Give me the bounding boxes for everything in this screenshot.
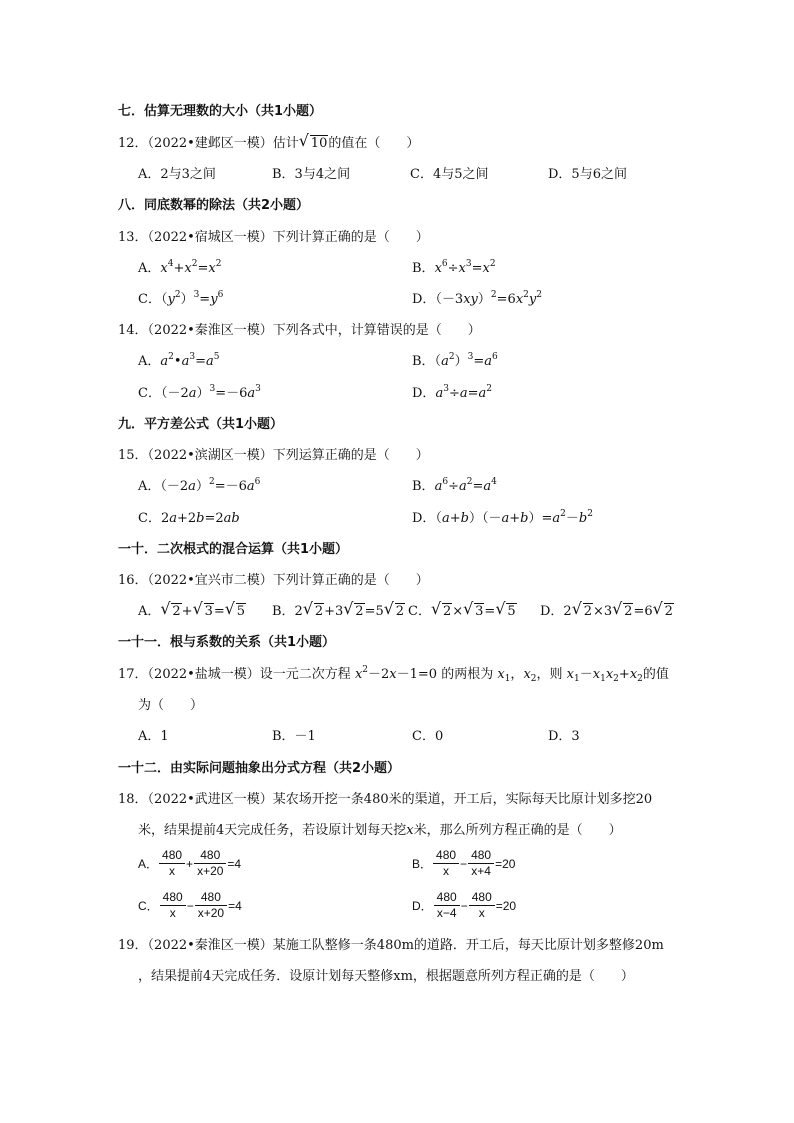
- q15-option-c: C．2a+2b=2ab: [138, 511, 240, 526]
- q16-option-c: C． √ 2× √ 3= √ 5: [408, 599, 516, 619]
- section-title-8: 八．同底数幂的除法（共2小题）: [118, 198, 310, 213]
- q17-option-c: C．0: [412, 729, 444, 744]
- q15-option-a: A．$(-2a)^2=-6a^6$: [138, 477, 261, 494]
- question-12-text: 12．（2022•建邺区一模）估计: [118, 136, 299, 151]
- q15-option-b: B．$a^6\div a^2=a^4$: [412, 477, 497, 494]
- section-title-7: 七．估算无理数的大小（共1小题）: [118, 104, 323, 119]
- question-12: [118, 131, 420, 153]
- question-17-line2: 为（ ）: [138, 698, 204, 713]
- question-16: 16．（2022•宜兴市二模）下列计算正确的是（ ）: [118, 573, 429, 588]
- question-14: 14．（2022•秦淮区一模）下列各式中，计算错误的是（ ）: [118, 323, 481, 338]
- q13-option-b: B．$x^6\div x^3=x^2$: [412, 259, 496, 276]
- question-17: 17．（2022•盐城一模）设一元二次方程 $x^2-2x-1=0$ 的两根为 $x_1$，$x_2$，则 $x_1-x_1x_2+x_2$的值: [118, 665, 669, 684]
- q16-option-a: A． √ 2+ √ 3= √ 5: [138, 599, 246, 619]
- q18-option-b: B． $\frac{480}{x}$ − $\frac{480}{x+4}$ =20: [412, 848, 516, 878]
- q18-option-d: D． $\frac{480}{x-4}$ − $\frac{480}{x}$ =20: [412, 890, 517, 920]
- q12-option-a: A．2与3之间: [138, 167, 216, 182]
- question-18-line2: 米，结果提前4天完成任务，若设原计划每天挖x米，那么所列方程正确的是（ ）: [138, 823, 622, 838]
- q14-option-b: B．$(a^2)^3=a^6$: [412, 352, 498, 369]
- question-19-line2: ，结果提前4天完成任务．设原计划每天整修xm，根据题意所列方程正确的是（ ）: [138, 969, 634, 984]
- sqrt-symbol: √ 10: [298, 131, 328, 151]
- q12-option-c: C．4与5之间: [410, 167, 489, 182]
- q18-option-a: A． $\frac{480}{x}$ + $\frac{480}{x+20}$ =4: [138, 848, 242, 878]
- q17-option-b: B．－1: [272, 729, 316, 744]
- section-title-9: 九．平方差公式（共1小题）: [118, 417, 284, 432]
- q14-option-a: A．$a^2•a^3=a^5$: [138, 352, 220, 369]
- q18-option-c: C． $\frac{480}{x}$ − $\frac{480}{x+20}$ =4: [138, 890, 242, 920]
- question-13: 13．（2022•宿城区一模）下列计算正确的是（ ）: [118, 230, 429, 245]
- q16-option-d: D．2 √ 2×3 √ 2=6 √ 2: [540, 599, 673, 619]
- q15-option-d: D．$(a+b)(-a+b)=a^2-b^2$: [412, 509, 593, 526]
- q12-option-d: D．5与6之间: [548, 167, 627, 182]
- section-title-11: 一十．二次根式的混合运算（共1小题）: [118, 542, 349, 557]
- q13-option-d: D．$(-3xy)^2=6x^2y^2$: [412, 290, 542, 307]
- q12-option-b: B．3与4之间: [272, 167, 351, 182]
- q13-option-a: A．$x^4+x^2=x^2$: [138, 259, 222, 276]
- q17-option-d: D．3: [548, 729, 580, 744]
- q16-option-b: B．2 √ 2+3 √ 2=5 √ 2: [272, 599, 405, 619]
- question-12-tail: 的值在（ ）: [328, 136, 420, 151]
- q13-option-c: C．$(y^2)^3=y^6$: [138, 290, 224, 307]
- question-18: 18．（2022•武进区一模）某农场开挖一条480米的渠道，开工后，实际每天比原计划多挖20: [118, 792, 653, 807]
- q14-option-d: D．$a^3\div a=a^2$: [412, 384, 493, 401]
- section-title-12: 一十一．根与系数的关系（共1小题）: [118, 635, 336, 650]
- question-19: 19．（2022•秦淮区一模）某施工队整修一条480m的道路．开工后，每天比原计划多整修20m: [118, 938, 664, 953]
- q17-option-a: A．1: [138, 729, 169, 744]
- section-title-13: 一十二．由实际问题抽象出分式方程（共2小题）: [118, 761, 401, 776]
- q14-option-c: C．$(-2a)^3=-6a^3$: [138, 384, 261, 401]
- question-15: 15．（2022•滨湖区一模）下列运算正确的是（ ）: [118, 448, 429, 463]
